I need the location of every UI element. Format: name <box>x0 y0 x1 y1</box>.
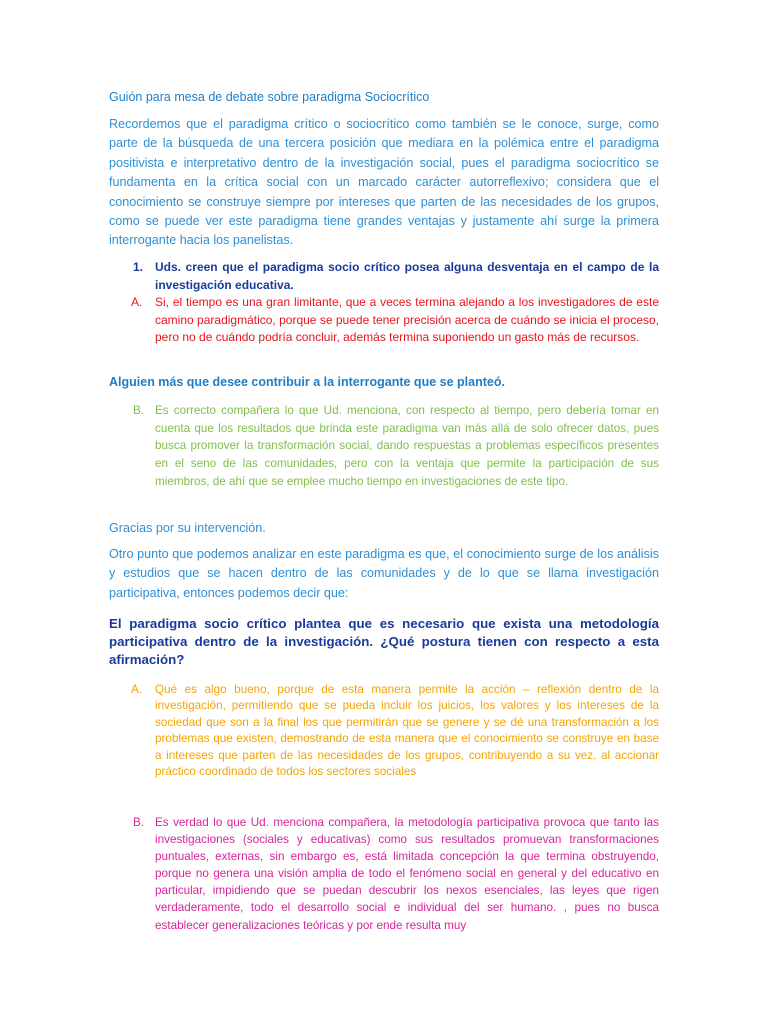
intro-paragraph: Recordemos que el paradigma crítico o sociocrítico como también se le conoce, surge, como parte de la búsqueda de una tercera posición que mediara en la polémica entre el paradigma positivista e interpretativo dentro de la investigación social, pues el paradigma sociocrítico se fundamenta en la crítica social con un marcado carácter autorreflexivo; considera que el conocimiento se construye siempre por intereses que parten de las necesidades de los grupos, como se puede ver este paradigma tiene grandes ventajas y justamente ahí surge la primera interrogante hacia los panelistas. <box>109 117 659 248</box>
answer-1a <box>131 294 659 347</box>
answer-2a-text: Qué es algo bueno, porque de esta manera permite la acción – reflexión dentro de la investigación, permitiendo que se pueda incluir los juicios, los valores y los intereses de la sociedad que son a la final los que permitirán que se genere y se dé una transformación a los problemas que existen, demostrando de esta manera que el conocimiento se construye en base a intereses que parten de las necesidades de los grupos, contribuyendo a su vez, al accionar práctico coordinado de todos los sectores sociales <box>155 683 659 779</box>
answer-1b <box>133 402 659 491</box>
question-1 <box>133 259 659 294</box>
answer-1a-marker: A. <box>131 295 143 309</box>
question-2: El paradigma socio crítico plantea que es necesario que exista una metodología participativa dentro de la investigación. ¿Qué postura tienen con respecto a esta afirmación? <box>109 616 659 667</box>
thanks-line: Gracias por su intervención. <box>109 521 266 535</box>
answer-2b-text: Es verdad lo que Ud. menciona compañera, la metodología participativa provoca que tanto las investigaciones (sociales y educativas) como sus resultados promuevan transformaciones puntuales, externas, sin embargo es, está limitada concepción la que termina obstruyendo, porque no genera una visión amplia de todo el fenómeno social en general y del educativo en particular, impidiendo que se puedan descubrir los nexos esenciales, las leyes que rigen verdaderamente, todo el desarrollo social e individual del ser humano. , pues no busca establecer generalizaciones teóricas y por ende resulta muy <box>155 816 659 932</box>
answer-1b-marker: B. <box>133 404 145 417</box>
paragraph-2: Otro punto que podemos analizar en este paradigma es que, el conocimiento surge de los análisis y estudios que se hacen dentro de las comunidades y de lo que se llama investigación participativa, entonces podemos decir que: <box>109 547 659 600</box>
answer-2b-marker: B. <box>133 816 145 829</box>
document-heading: Guión para mesa de debate sobre paradigma Sociocrítico <box>109 90 430 104</box>
answer-2b <box>133 814 659 934</box>
question-1-number: 1. <box>133 260 144 274</box>
contribution-prompt: Alguien más que desee contribuir a la interrogante que se planteó. <box>109 375 505 389</box>
answer-2a-marker: A. <box>131 683 143 696</box>
question-1-text: Uds. creen que el paradigma socio crítico posea alguna desventaja en el campo de la investigación educativa. <box>155 260 659 292</box>
answer-1a-text: Si, el tiempo es una gran limitante, que a veces termina alejando a los investigadores de este camino paradigmático, porque se puede tener precisión acerca de cuándo se inicia el proceso, pero no de cuándo podría concluir, además termina suponiendo un gasto más de recursos. <box>155 295 659 345</box>
answer-2a <box>131 682 659 780</box>
answer-1b-text: Es correcto compañera lo que Ud. menciona, con respecto al tiempo, pero debería tomar en cuenta que los resultados que brinda este paradigma van más allá de solo ofrecer datos, pues busca promover la transformación social, dando respuestas a problemas específicos presentes en el seno de las comunidades, pero con la ventaja que permite la participación de sus miembros, de ahí que se emplee mucho tiempo en investigaciones de este tipo. <box>155 404 659 488</box>
